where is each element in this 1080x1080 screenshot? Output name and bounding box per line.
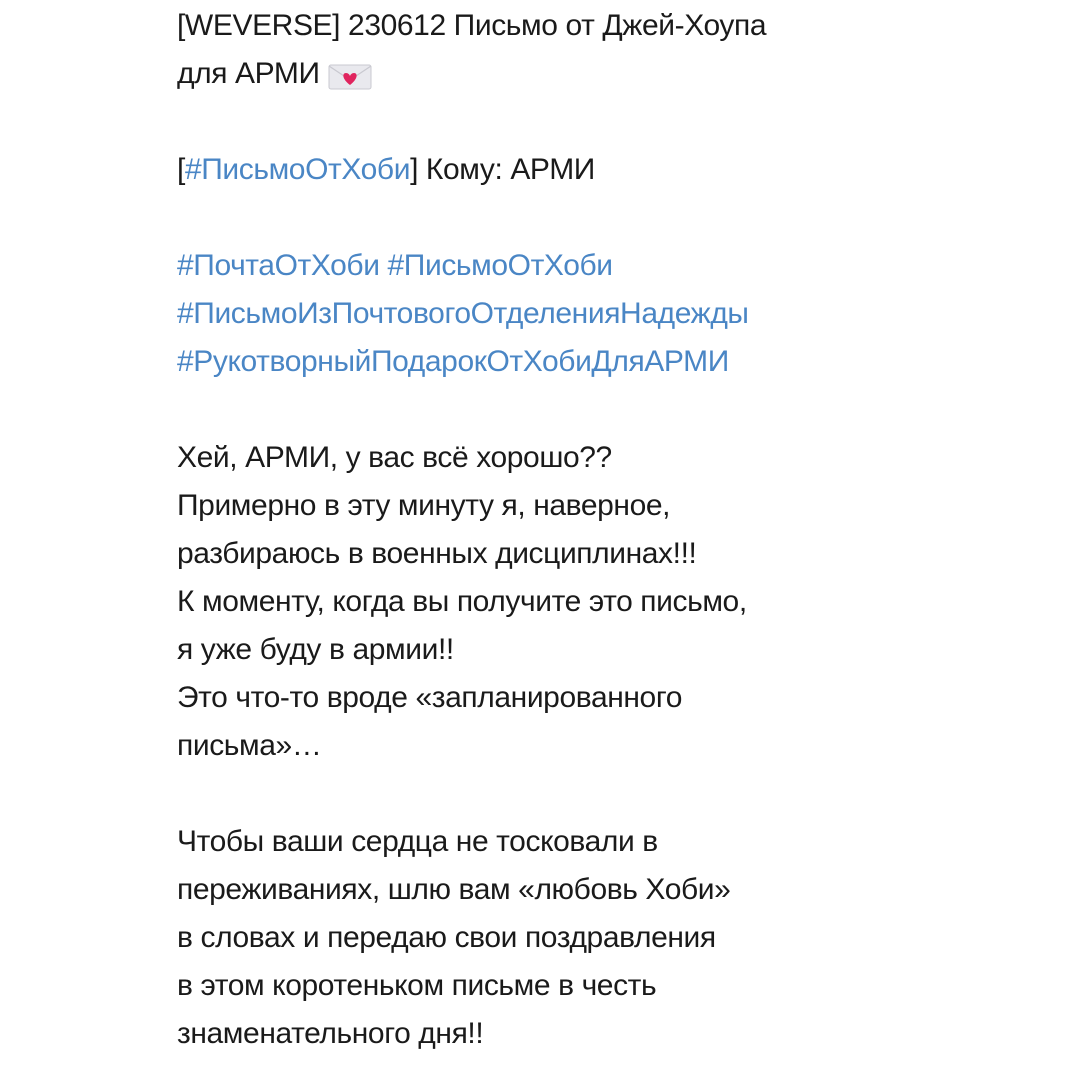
hashtag-row <box>177 338 1057 386</box>
paragraph-line: в словах и передаю свои поздравления <box>177 921 716 954</box>
paragraph-line: К моменту, когда вы получите это письмо, <box>177 585 747 618</box>
hashtag-link[interactable]: #ПисьмоОтХоби <box>184 153 411 186</box>
recipient-text: Кому: АРМИ <box>418 153 595 186</box>
hashtag-link[interactable]: #ПисьмоИзПочтовогоОтделенияНадежды <box>177 297 749 330</box>
paragraph-line: переживаниях, шлю вам «любовь Хоби» <box>177 873 731 906</box>
love-letter-envelope-icon <box>328 58 372 86</box>
hashtag-row <box>177 290 1057 338</box>
post-body <box>177 2 1057 1058</box>
post-title-line-1: [WEVERSE] 230612 Письмо от Джей-Хоупа <box>177 9 767 42</box>
hashtag-link[interactable]: #РукотворныйПодарокОтХобиДляАРМИ <box>177 345 729 378</box>
hashtag-link[interactable]: #ПисьмоОтХоби <box>387 249 613 282</box>
tag-open-bracket: [ <box>177 153 185 186</box>
paragraph-line: Это что-то вроде «запланированного <box>177 681 683 714</box>
hashtag-link[interactable]: #ПочтаОтХоби <box>177 249 380 282</box>
post-title-line-2 <box>177 50 1057 98</box>
paragraph-line: я уже буду в армии!! <box>177 633 454 666</box>
paragraph-line: разбираюсь в военных дисциплинах!!! <box>177 537 697 570</box>
post-title-text: для АРМИ <box>177 57 320 90</box>
tag-close-bracket: ] <box>410 153 418 186</box>
paragraph-line: знаменательного дня!! <box>177 1017 484 1050</box>
hashtag-row <box>177 242 1057 290</box>
paragraph-line: в этом коротеньком письме в честь <box>177 969 657 1002</box>
tag-line <box>177 146 1057 194</box>
paragraph-line: Примерно в эту минуту я, наверное, <box>177 489 671 522</box>
paragraph-line: Чтобы ваши сердца не тосковали в <box>177 825 658 858</box>
paragraph-line: письма»… <box>177 729 322 762</box>
paragraph-line: Хей, АРМИ, у вас всё хорошо?? <box>177 441 612 474</box>
